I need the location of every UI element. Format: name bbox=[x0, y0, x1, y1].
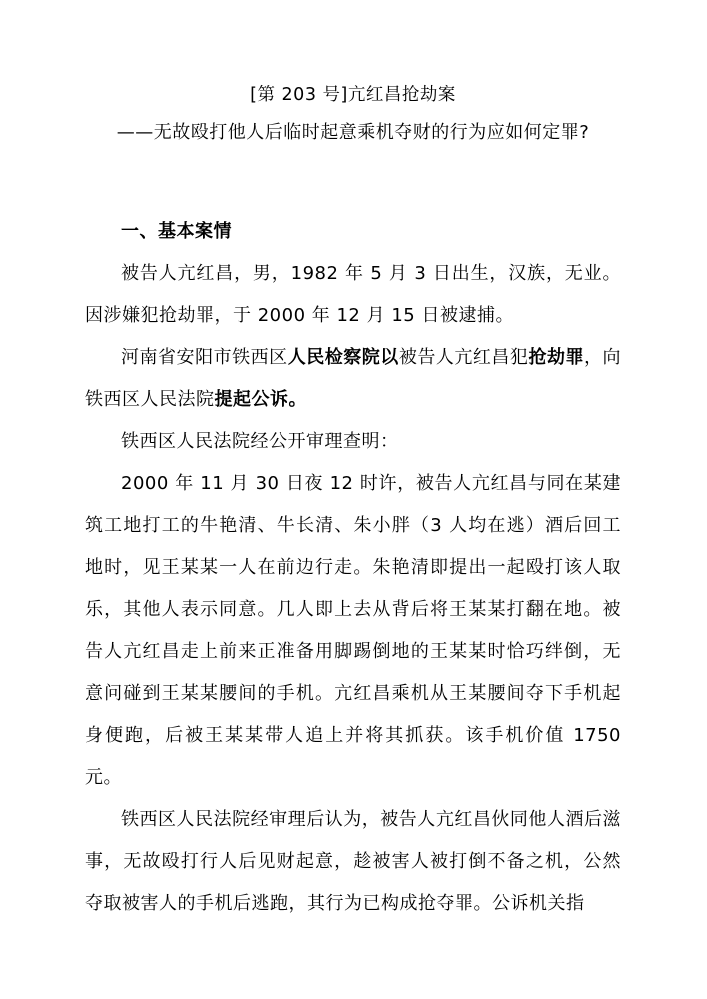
bold-text-run: 提起公诉。 bbox=[214, 389, 307, 410]
blank-line bbox=[85, 156, 621, 211]
paragraph bbox=[85, 253, 621, 337]
text-run: 铁西区人民法院经公开审理查明： bbox=[121, 431, 399, 452]
text-run: 河南省安阳市铁西区 bbox=[121, 347, 288, 368]
text-run: 被告人亢红昌犯 bbox=[398, 347, 529, 368]
paragraph bbox=[85, 799, 621, 925]
paragraph bbox=[85, 421, 621, 463]
paragraph bbox=[85, 337, 621, 421]
bold-text-run: 人民检察院以 bbox=[287, 347, 399, 368]
text-run: 被告人亢红昌，男，1982 年 5 月 3 日出生，汉族，无业。因涉嫌犯抢劫罪，于 2000 年 12 月 15 日被逮捕。 bbox=[85, 263, 621, 326]
text-run: ，向铁西区人民法院 bbox=[85, 347, 622, 410]
document-body bbox=[85, 253, 621, 925]
text-run: 2000 年 11 月 30 日夜 12 时许，被告人亢红昌与同在某建筑工地打工的牛艳清、牛长清、朱小胖（3 人均在逃）酒后回工地时，见王某某一人在前边行走。朱艳清即提出一起殴打该人取乐，其他人表示同意。几人即上去从背后将王某某打翻在地。被告人亢红昌走上前来正准备用脚踢倒地的王某某时恰巧绊倒，无意问碰到王某某腰间的手机。亢红昌乘机从王某腰间夺下手机起身便跑，后被王某某带人追上并将其抓获。该手机价值 1750 元。 bbox=[85, 473, 621, 788]
document-subtitle: ——无故殴打他人后临时起意乘机夺财的行为应如何定罪? bbox=[116, 122, 590, 143]
bold-text-run: 抢劫罪 bbox=[528, 347, 585, 368]
document-title: [第 203 号]亢红昌抢劫案 bbox=[250, 85, 456, 105]
text-run: 铁西区人民法院经审理后认为，被告人亢红昌伙同他人酒后滋事，无故殴打行人后见财起意，趁被害人被打倒不备之机，公然夺取被害人的手机后逃跑，其行为已构成抢夺罪。公诉机关指 bbox=[85, 809, 621, 914]
section-heading: 一、基本案情 bbox=[121, 221, 232, 242]
paragraph bbox=[85, 463, 621, 799]
